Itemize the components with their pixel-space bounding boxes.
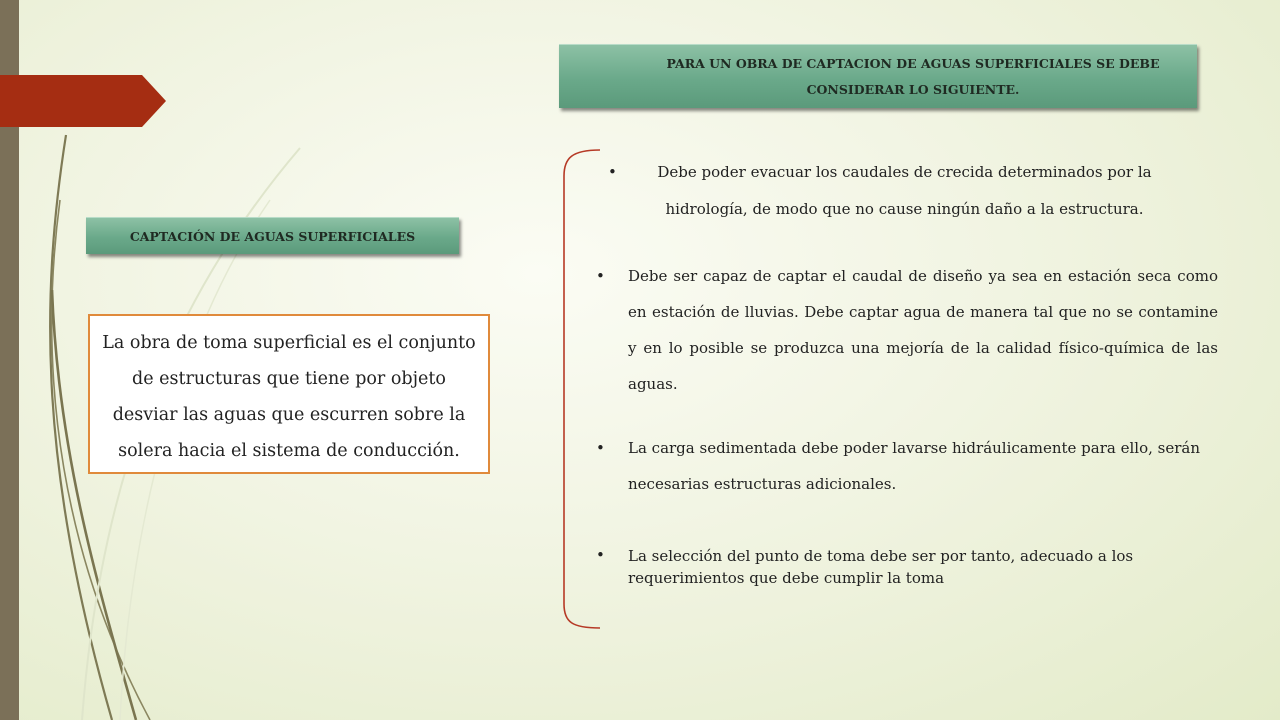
bullet-marker: • [596,546,605,564]
section-title-banner: CAPTACIÓN DE AGUAS SUPERFICIALES [86,217,459,254]
bullet-marker: • [596,267,605,285]
list-item [610,154,1170,228]
list-item [590,430,1218,502]
list-item-text: Debe ser capaz de captar el caudal de diseño ya sea en estación seca como en estación de lluvias. Debe captar agua de manera tal que no se contamine y en lo posible se produzca una mejoría de la calidad físico-química de las aguas. [628,267,1218,393]
list-item-text: La carga sedimentada debe poder lavarse hidráulicamente para ello, serán necesarias estructuras adicionales. [628,439,1200,493]
bullet-marker: • [608,163,617,181]
list-item [590,258,1218,402]
bullet-marker: • [596,439,605,457]
list-item-text: La selección del punto de toma debe ser por tanto, adecuado a los requerimientos que debe cumplir la toma [628,547,1134,587]
list-item [590,545,1218,589]
list-item-text: Debe poder evacuar los caudales de crecida determinados por la hidrología, de modo que no cause ningún daño a la estructura. [657,163,1152,218]
header-banner: PARA UN OBRA DE CAPTACION DE AGUAS SUPERFICIALES SE DEBE CONSIDERAR LO SIGUIENTE. [559,44,1197,108]
red-arrow-tab [0,75,166,127]
definition-box: La obra de toma superficial es el conjunto de estructuras que tiene por objeto desviar las aguas que escurren sobre la solera hacia el sistema de conducción. [88,314,490,474]
